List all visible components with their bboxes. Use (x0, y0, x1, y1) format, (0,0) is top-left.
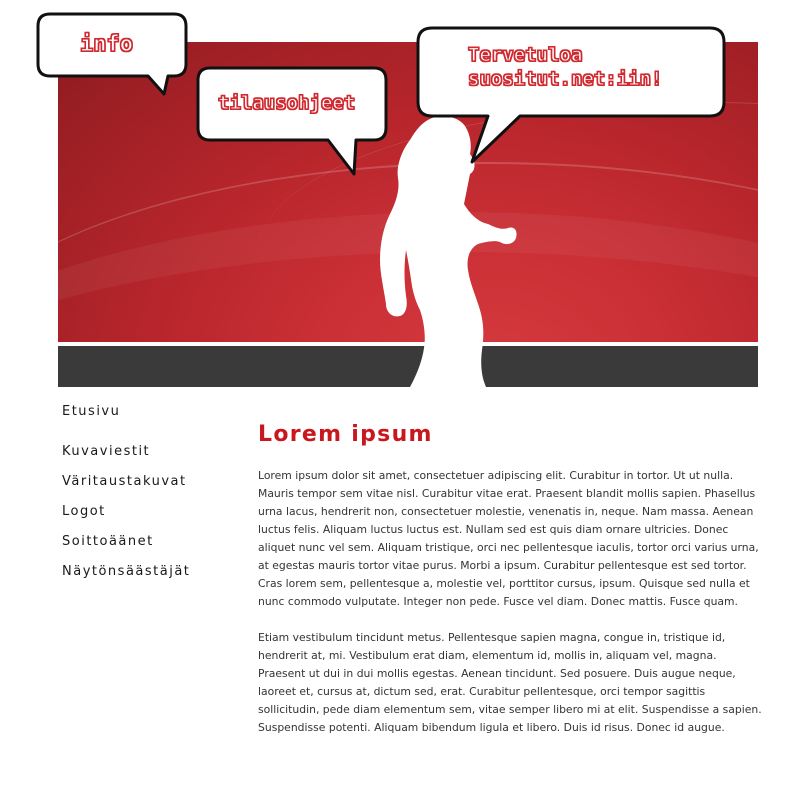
sidebar-item-soittoaanet[interactable]: Soittoäänet (62, 534, 154, 549)
welcome-text-line1: Tervetuloa (468, 44, 583, 66)
body-paragraph: Etiam vestibulum tincidunt metus. Pellentesque sapien magna, congue in, tristique id, hendrerit at, mi. Vestibulum erat diam, elementum id, mollis in, aliquam vel, magna. Praesent ut dui in dui mollis egestas. Aenean tincidunt. Sed posuere. Duis augue neque, laoreet et, cursus at, dictum sed, erat. Curabitur pellentesque, orci tempor sagittis sollicitudin, pede diam elementum sem, vitae semper libero mi at elit. Suspendisse a sapien. Suspendisse potenti. Aliquam bibendum ligula et libero. Duis id risus. Donec id augue. (258, 631, 762, 734)
sidebar-item-kuvaviestit[interactable]: Kuvaviestit (62, 444, 151, 459)
info-link-label: info (80, 32, 133, 57)
info-bubble-link[interactable] (36, 12, 188, 96)
speech-bubble-icon (196, 66, 390, 178)
sidebar-item-varitaustakuvat[interactable]: Väritaustakuvat (62, 474, 187, 489)
body-paragraph: Lorem ipsum dolor sit amet, consectetuer adipiscing elit. Curabitur in tortor. Ut ut nulla. Mauris tempor sem vitae nisl. Curabitur vitae erat. Praesent blandit mollis sapien. Phasellus urna lacus, hendrerit non, consectetuer molestie, venenatis in, neque. Nam massa. Aenean luctus felis. Aliquam luctus luctus est. Nullam sed est quis diam ornare ultricies. Donec aliquet nunc vel sem. Aliquam tristique, orci nec pellentesque iaculis, tortor orci varius urna, at egestas mauris tortor vitae purus. Morbi a ipsum. Curabitur pellentesque est sed tortor. Cras lorem sem, pellentesque a, molestie vel, porttitor cursus, ipsum. Quisque sed nulla et nunc commodo vulputate. Integer non pede. Fusce vel diam. Donec mattis. Fusce quam. (258, 469, 759, 608)
page-title: Lorem ipsum (258, 422, 433, 447)
order-instructions-label: tilausohjeet (218, 92, 356, 114)
sidebar-item-logot[interactable]: Logot (62, 504, 106, 519)
sidebar-item-etusivu[interactable]: Etusivu (62, 404, 121, 419)
welcome-bubble (416, 26, 728, 166)
sidebar-item-naytonsaastajat[interactable]: Näytönsäästäjät (62, 564, 191, 579)
welcome-text-line2: suositut.net:iin! (468, 68, 663, 90)
main-content (258, 422, 764, 737)
order-instructions-bubble-link[interactable] (196, 66, 390, 178)
